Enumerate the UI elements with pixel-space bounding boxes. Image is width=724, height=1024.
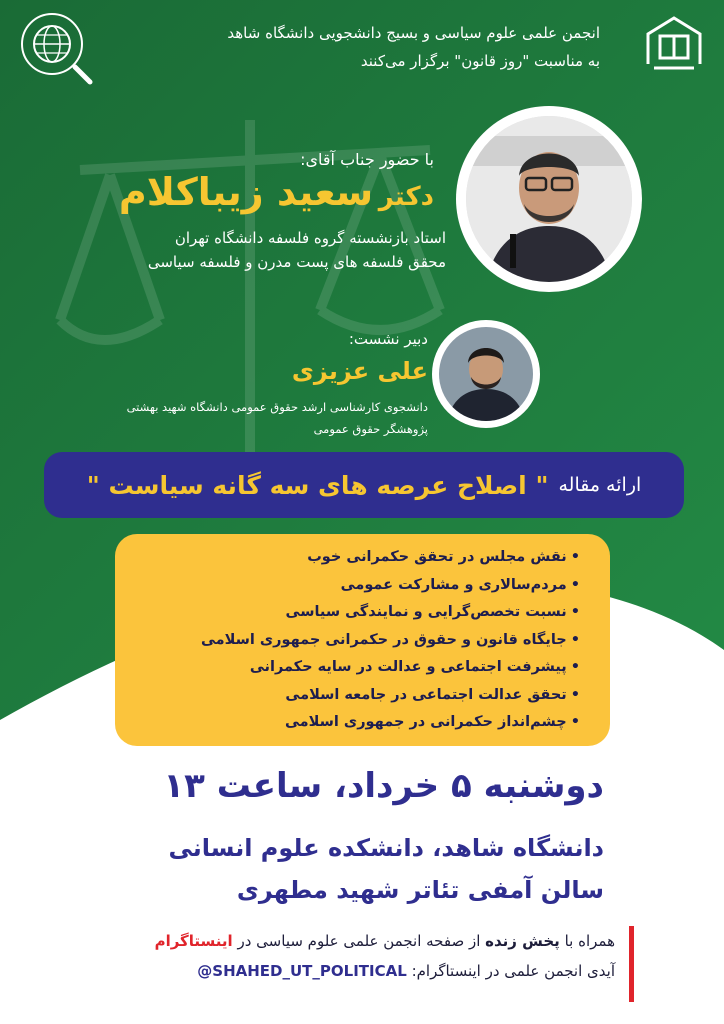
banner-prefix: ارائه مقاله bbox=[558, 474, 642, 496]
header-line-2: به مناسبت "روز قانون" برگزار می‌کنند bbox=[360, 52, 600, 70]
instagram-handle-link[interactable]: @SHAHED_UT_POLITICAL bbox=[197, 962, 407, 980]
guest-description bbox=[148, 226, 446, 274]
secretary-photo-image bbox=[439, 327, 533, 421]
instagram-id-line bbox=[92, 956, 615, 986]
secretary-photo bbox=[432, 320, 540, 428]
secretary-desc-line-2: پژوهشگر حقوق عمومی bbox=[313, 422, 428, 436]
article-banner bbox=[44, 452, 684, 518]
guest-title: دکتر bbox=[378, 182, 434, 212]
secretary-desc-line-1: دانشجوی کارشناسی ارشد حقوق عمومی دانشگاه شهید بهشتی bbox=[126, 400, 428, 414]
topic-item: • جایگاه قانون و حقوق در حکمرانی جمهوری اسلامی bbox=[133, 627, 580, 655]
presence-label: با حضور جناب آقای: bbox=[300, 150, 434, 169]
live-bold-text: پخش زنده bbox=[485, 932, 560, 950]
banner-title: " اصلاح عرصه های سه گانه سیاست " bbox=[86, 470, 549, 500]
basij-emblem-icon bbox=[638, 12, 710, 92]
association-logo bbox=[18, 10, 94, 86]
guest-desc-line-1: استاد بازنشسته گروه فلسفه دانشگاه تهران bbox=[174, 229, 446, 247]
guest-photo bbox=[456, 106, 642, 292]
globe-magnifier-icon bbox=[18, 10, 94, 86]
live-mid-text: از صفحه انجمن علمی علوم سیاسی در bbox=[237, 932, 481, 950]
basij-logo bbox=[638, 12, 710, 92]
instagram-id-label: آیدی انجمن علمی در اینستاگرام: bbox=[411, 962, 615, 980]
topic-item: • مردم‌سالاری و مشارکت عمومی bbox=[133, 572, 580, 600]
event-place-line-2: سالن آمفی تئاتر شهید مطهری bbox=[236, 876, 604, 904]
guest-photo-image bbox=[466, 116, 632, 282]
guest-desc-line-2: محقق فلسفه های پست مدرن و فلسفه سیاسی bbox=[147, 253, 446, 271]
topic-item: • پیشرفت اجتماعی و عدالت در سایه حکمرانی bbox=[133, 654, 580, 682]
secretary-portrait-icon bbox=[439, 327, 533, 421]
live-stream-line bbox=[92, 926, 615, 956]
guest-name-line bbox=[119, 170, 434, 214]
topic-item: • نقش مجلس در تحقق حکمرانی خوب bbox=[133, 544, 580, 572]
live-stream-footer bbox=[92, 926, 634, 1002]
secretary-label: دبیر نشست: bbox=[348, 330, 428, 348]
guest-name: سعید زیباکلام bbox=[118, 170, 374, 214]
topic-item: • چشم‌انداز حکمرانی در جمهوری اسلامی bbox=[133, 709, 580, 737]
topic-item: • نسبت تخصص‌گرایی و نمایندگی سیاسی bbox=[133, 599, 580, 627]
header-line-1: انجمن علمی علوم سیاسی و بسیج دانشجویی دانشگاه شاهد bbox=[227, 24, 600, 42]
event-place-line-1: دانشگاه شاهد، دانشکده علوم انسانی bbox=[168, 834, 604, 862]
secretary-description bbox=[127, 396, 428, 440]
event-date: دوشنبه ۵ خرداد، ساعت ۱۳ bbox=[163, 766, 604, 806]
topic-item: • تحقق عدالت اجتماعی در جامعه اسلامی bbox=[133, 682, 580, 710]
secretary-name: علی عزیزی bbox=[291, 357, 428, 385]
guest-portrait-icon bbox=[466, 116, 632, 282]
topics-card bbox=[115, 534, 610, 746]
instagram-platform-text: اینستاگرام bbox=[154, 932, 233, 950]
live-pre-text: همراه با bbox=[564, 932, 615, 950]
